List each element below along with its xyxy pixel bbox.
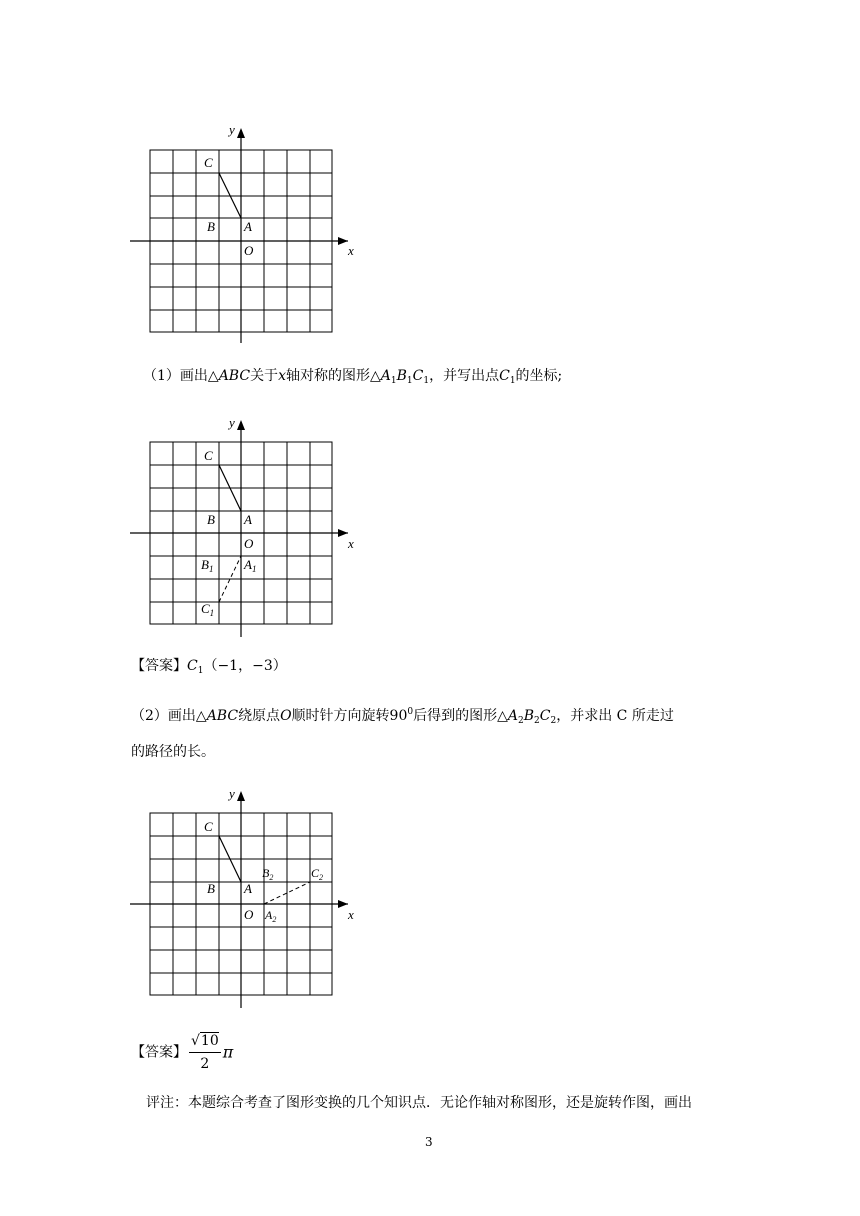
axes <box>130 793 348 1008</box>
point-a1-label: $A_1$ <box>244 557 257 574</box>
question-2-line-1: （2）画出△ABC绕原点O顺时针方向旋转$90^0$后得到的图形$\triangle A_2B_2C_2$，并求出 C 所走过 <box>131 707 674 726</box>
point-c1-label: $C_1$ <box>201 601 215 618</box>
point-b2-label: $B_2$ <box>262 866 274 882</box>
point-b1-label: $B_1$ <box>201 557 214 574</box>
figure-3 <box>0 783 380 1013</box>
answer-1: 【答案】$C_1(-1$，−3） <box>131 658 287 676</box>
page-number: 3 <box>425 1135 433 1149</box>
grid-figure-2 <box>0 412 380 637</box>
grid-figure-3 <box>0 783 380 1013</box>
question-1: （1）画出△ABC关于x轴对称的图形$\triangle A_1B_1C_1$，并写出点$C_1$的坐标; <box>143 368 563 386</box>
point-c-label: C <box>204 155 213 170</box>
point-a-label: A <box>244 512 252 527</box>
point-c-label: C <box>204 448 213 463</box>
fraction: $\frac{√10}{2}$ <box>189 1030 221 1075</box>
question-2-line-2: 的路径的长。 <box>131 744 215 760</box>
axes <box>130 422 348 637</box>
y-axis-label: y <box>229 786 235 801</box>
point-a-label: A <box>244 219 252 234</box>
figure-1 <box>0 118 380 343</box>
axes <box>130 130 348 343</box>
point-b-label: B <box>207 881 215 896</box>
comment: 评注：本题综合考查了图形变换的几个知识点．无论作轴对称图形，还是旋转作图，画出 <box>146 1095 692 1111</box>
y-arrow-icon <box>237 791 245 801</box>
y-axis-label: y <box>229 415 235 430</box>
origin-label: O <box>244 536 254 551</box>
x-axis-label: x <box>348 243 354 258</box>
point-c-label: C <box>204 819 213 834</box>
origin-label: O <box>244 243 254 258</box>
point-c2-label: $C_2$ <box>311 866 324 882</box>
y-arrow-icon <box>237 128 245 138</box>
point-a-label: A <box>244 881 252 896</box>
y-axis-label: y <box>229 122 235 137</box>
point-b-label: B <box>207 512 215 527</box>
point-b-label: B <box>207 219 215 234</box>
point-a2-label: $A_2$ <box>265 908 277 924</box>
y-arrow-icon <box>237 420 245 430</box>
x-arrow-icon <box>338 237 348 245</box>
origin-label: O <box>244 907 254 922</box>
x-axis-label: x <box>348 536 354 551</box>
x-axis-label: x <box>348 907 354 922</box>
x-arrow-icon <box>338 529 348 537</box>
grid-figure-1 <box>0 118 380 343</box>
answer-2: 【答案】 $\frac{√10}{2}$ π <box>131 1030 233 1075</box>
x-arrow-icon <box>338 900 348 908</box>
figure-2 <box>0 412 380 637</box>
